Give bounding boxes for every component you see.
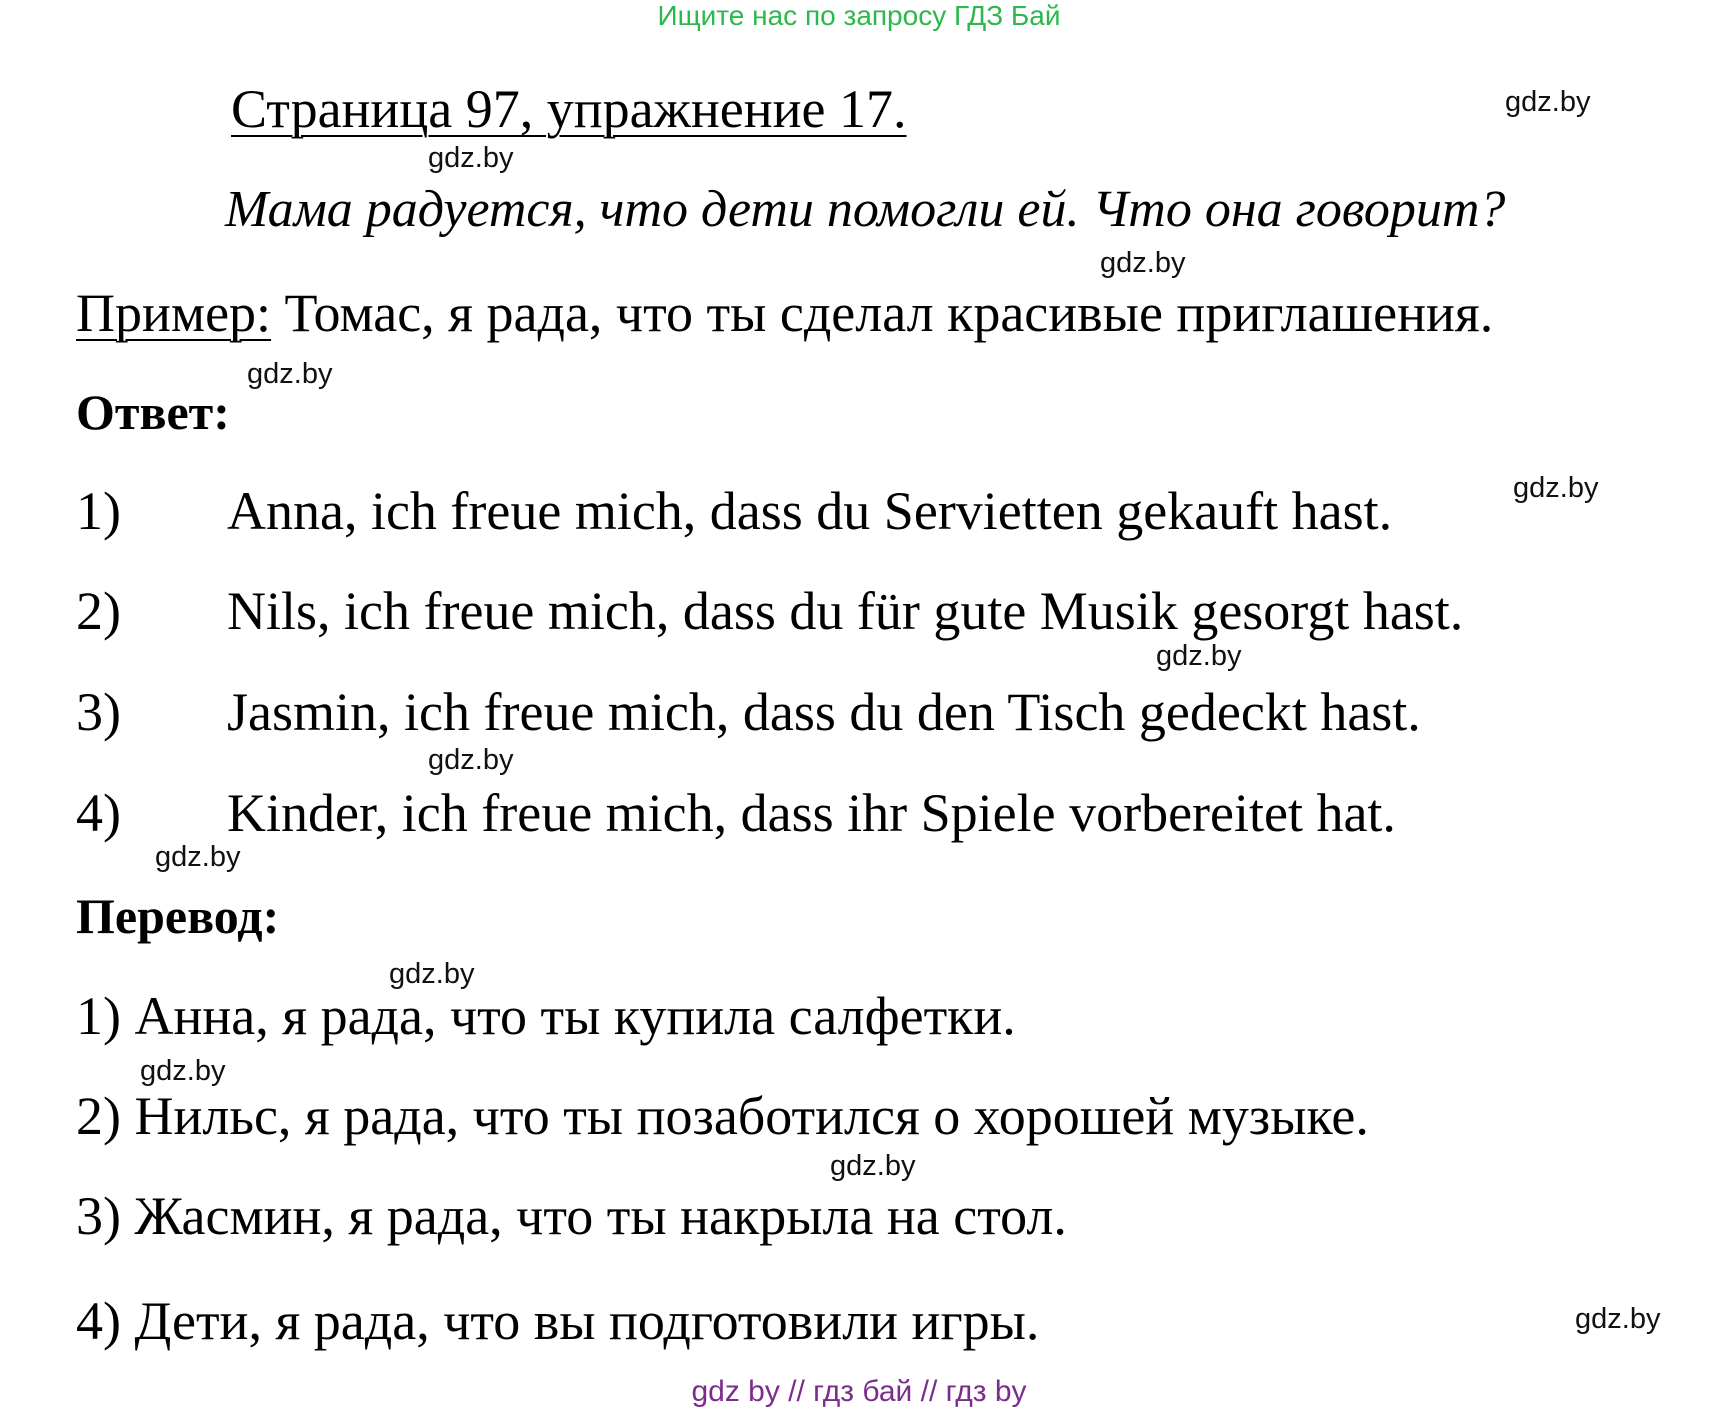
answer-number: 2) xyxy=(76,581,121,641)
watermark: gdz.by xyxy=(1100,247,1186,279)
translation-line: 2) Нильс, я рада, что ты позаботился о хорошей музыке. xyxy=(76,1086,1369,1146)
example-line xyxy=(76,282,1493,344)
watermark: gdz.by xyxy=(428,744,514,776)
watermark: gdz.by xyxy=(1505,86,1591,118)
watermark: gdz.by xyxy=(1575,1303,1661,1335)
example-text: Томас, я рада, что ты сделал красивые приглашения. xyxy=(271,283,1494,343)
example-label: Пример: xyxy=(76,283,272,343)
watermark: gdz.by xyxy=(428,142,514,174)
answer-text: Jasmin, ich freue mich, dass du den Tisch gedeckt hast. xyxy=(227,682,1421,742)
watermark: gdz.by xyxy=(155,841,241,873)
answer-number: 4) xyxy=(76,783,121,843)
translation-line: 1) Анна, я рада, что ты купила салфетки. xyxy=(76,986,1016,1046)
answer-text: Nils, ich freue mich, dass du für gute Musik gesorgt hast. xyxy=(227,581,1464,641)
watermark: gdz.by xyxy=(830,1150,916,1182)
top-banner: Ищите нас по запросу ГДЗ Бай xyxy=(657,0,1061,31)
answer-heading: Ответ: xyxy=(76,384,230,440)
watermark: gdz.by xyxy=(389,958,475,990)
watermark: gdz.by xyxy=(140,1055,226,1087)
watermark: gdz.by xyxy=(247,358,333,390)
page-title: Страница 97, упражнение 17. xyxy=(231,79,907,139)
answer-text: Anna, ich freue mich, dass du Servietten gekauft hast. xyxy=(227,481,1393,541)
task-text: Мама радуется, что дети помогли ей. Что она говорит? xyxy=(225,181,1506,238)
translation-line: 3) Жасмин, я рада, что ты накрыла на стол. xyxy=(76,1186,1067,1246)
answer-number: 1) xyxy=(76,481,121,541)
answer-number: 3) xyxy=(76,682,121,742)
translation-heading: Перевод: xyxy=(76,888,280,944)
watermark: gdz.by xyxy=(1513,472,1599,504)
footer-credits: gdz by // гдз бай // гдз by xyxy=(691,1375,1027,1408)
answer-text: Kinder, ich freue mich, dass ihr Spiele vorbereitet hat. xyxy=(227,783,1396,843)
watermark: gdz.by xyxy=(1156,640,1242,672)
translation-line: 4) Дети, я рада, что вы подготовили игры. xyxy=(76,1291,1040,1351)
